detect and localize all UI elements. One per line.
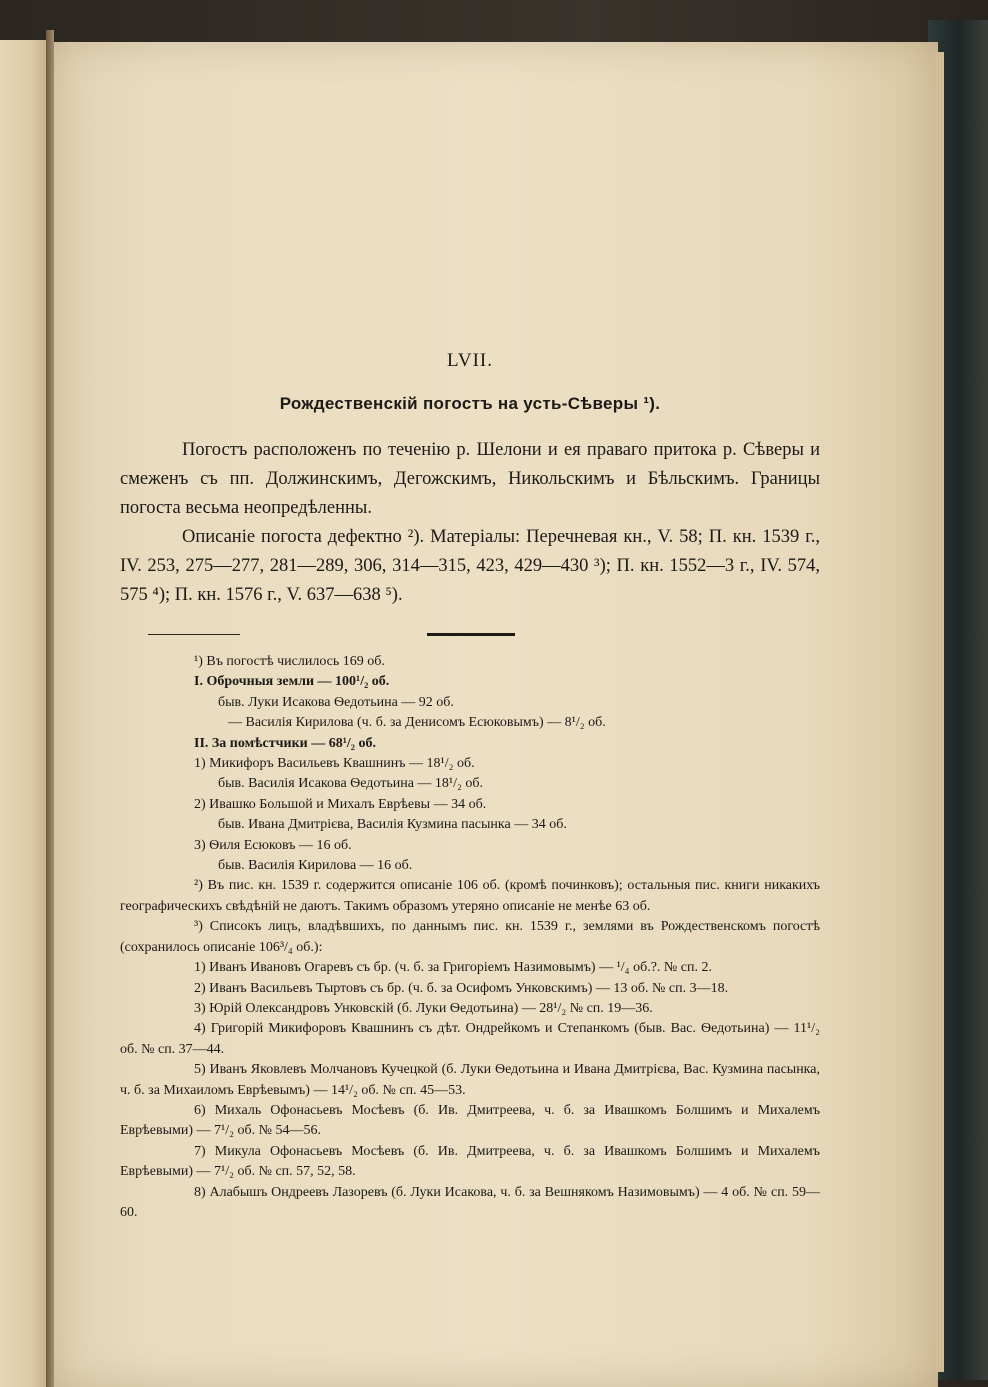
separator-row <box>120 616 820 652</box>
footnote-3-item: 1) Иванъ Ивановъ Огаревъ съ бр. (ч. б. за Григоріемъ Назимовымъ) — ¹/₄ об.?. № сп. 2. <box>194 960 712 976</box>
book-binding <box>46 30 54 1387</box>
footnote-3-item: 5) Иванъ Яковлевъ Молчановъ Кучецкой (б. Луки Ѳедотьина и Ивана Дмитрієва, Вас. Кузмина пасынка, ч. б. за Михаиломъ Еврѣевымъ) — 14¹/₂ об. № сп. 45—53. <box>120 1062 820 1098</box>
paragraph-boundaries: Погостъ расположенъ по теченію р. Шелони и ея праваго притока р. Сѣверы и смеженъ съ пп. Должинскимъ, Дегожскимъ, Никольскимъ и Бѣльскимъ. Границы погоста весьма неопредѣленны. <box>120 440 820 518</box>
footnote-3-item: 3) Юрій Олександровъ Унковскій (б. Луки Ѳедотьина) — 28¹/₂ № сп. 19—36. <box>194 1000 653 1016</box>
footnote-3-item: 8) Алабышъ Ондреевъ Лазоревъ (б. Луки Исакова, ч. б. за Вешнякомъ Назимовымъ) — 4 об. № сп. 59—60. <box>120 1184 820 1220</box>
footnote-rule <box>148 634 240 635</box>
footnote-1-item: быв. Василія Кирилова — 16 об. <box>218 858 413 874</box>
page-stack-edge <box>934 52 944 1372</box>
footnote-3-item: 7) Микула Офонасьевъ Мосѣевъ (б. Ив. Дмитреева, ч. б. за Ивашкомъ Болшимъ и Михалемъ Еврѣевыми) — 7¹/₂ об. № сп. 57, 52, 58. <box>120 1143 820 1180</box>
footnote-1-item: — Василія Кирилова (ч. б. за Денисомъ Есюковымъ) — 8¹/₂ об. <box>228 715 606 731</box>
footnote-1-item: быв. Василія Исакова Ѳедотьина — 18¹/₂ об. <box>218 776 484 792</box>
footnote-1-item: быв. Ивана Дмитрієва, Василія Кузмина пасынка — 34 об. <box>218 817 567 833</box>
footnote-1-section-2-heading: II. За помѣстчики — 68¹/₂ об. <box>194 735 376 751</box>
paragraph-materials: Описаніе погоста дефектно ²). Матеріалы: Перечневая кн., V. 58; П. кн. 1539 г., IV. 253, 275—277, 281—289, 306, 314—315, 423, 429—430 ³); П. кн. 1552—3 г., IV. 574, 575 ⁴); П. кн. 1576 г., V. 637—638 ⁵). <box>120 527 820 605</box>
footnote-1-item: 1) Микифоръ Васильевъ Квашнинъ — 18¹/₂ об. <box>194 756 475 772</box>
section-number: LVII. <box>447 350 493 371</box>
footnote-3-item: 2) Иванъ Васильевъ Тыртовъ съ бр. (ч. б. за Осифомъ Унковскимъ) — 13 об. № сп. 3—18. <box>194 980 729 996</box>
section-title: Рождественскій погостъ на усть-Сѣверы ¹). <box>279 394 661 413</box>
footnote-3-item: 4) Григорій Микифоровъ Квашнинъ съ дѣт. Ондрейкомъ и Степанкомъ (быв. Вас. Ѳедотьина) — 11¹/₂ об. № сп. 37—44. <box>120 1021 820 1057</box>
section-end-rule <box>427 633 515 636</box>
footnote-2: ²) Въ пис. кн. 1539 г. содержится описаніе 106 об. (кромѣ починковъ); остальныя пис. книги никакихъ географическихъ свѣдѣній не даютъ. Такимъ образомъ утеряно описаніе не менѣе 63 об. <box>120 878 820 914</box>
footnote-3-item: 6) Михаль Офонасьевъ Мосѣевъ (б. Ив. Дмитреева, ч. б. за Ивашкомъ Болшимъ и Михалемъ Еврѣевыми) — 7¹/₂ об. № 54—56. <box>120 1102 820 1139</box>
footnote-1-item: 2) Ивашко Большой и Михалъ Еврѣевы — 34 об. <box>194 796 487 812</box>
left-page-margin <box>0 40 48 1387</box>
page-content <box>120 350 820 1223</box>
footnote-1-section-1-heading: I. Оброчныя земли — 100¹/₂ об. <box>194 674 390 690</box>
footnote-3-intro: ³) Списокъ лицъ, владѣвшихъ, по даннымъ пис. кн. 1539 г., землями въ Рождественскомъ погостѣ (сохранилось описаніе 106³/₄ об.): <box>120 919 820 955</box>
footnote-1-intro: ¹) Въ погостѣ числилось 169 об. <box>194 654 385 669</box>
footnote-1-item: 3) Ѳиля Есюковъ — 16 об. <box>194 837 352 853</box>
footnote-1-item: быв. Луки Исакова Ѳедотьина — 92 об. <box>218 694 454 710</box>
footnotes <box>120 652 820 1223</box>
